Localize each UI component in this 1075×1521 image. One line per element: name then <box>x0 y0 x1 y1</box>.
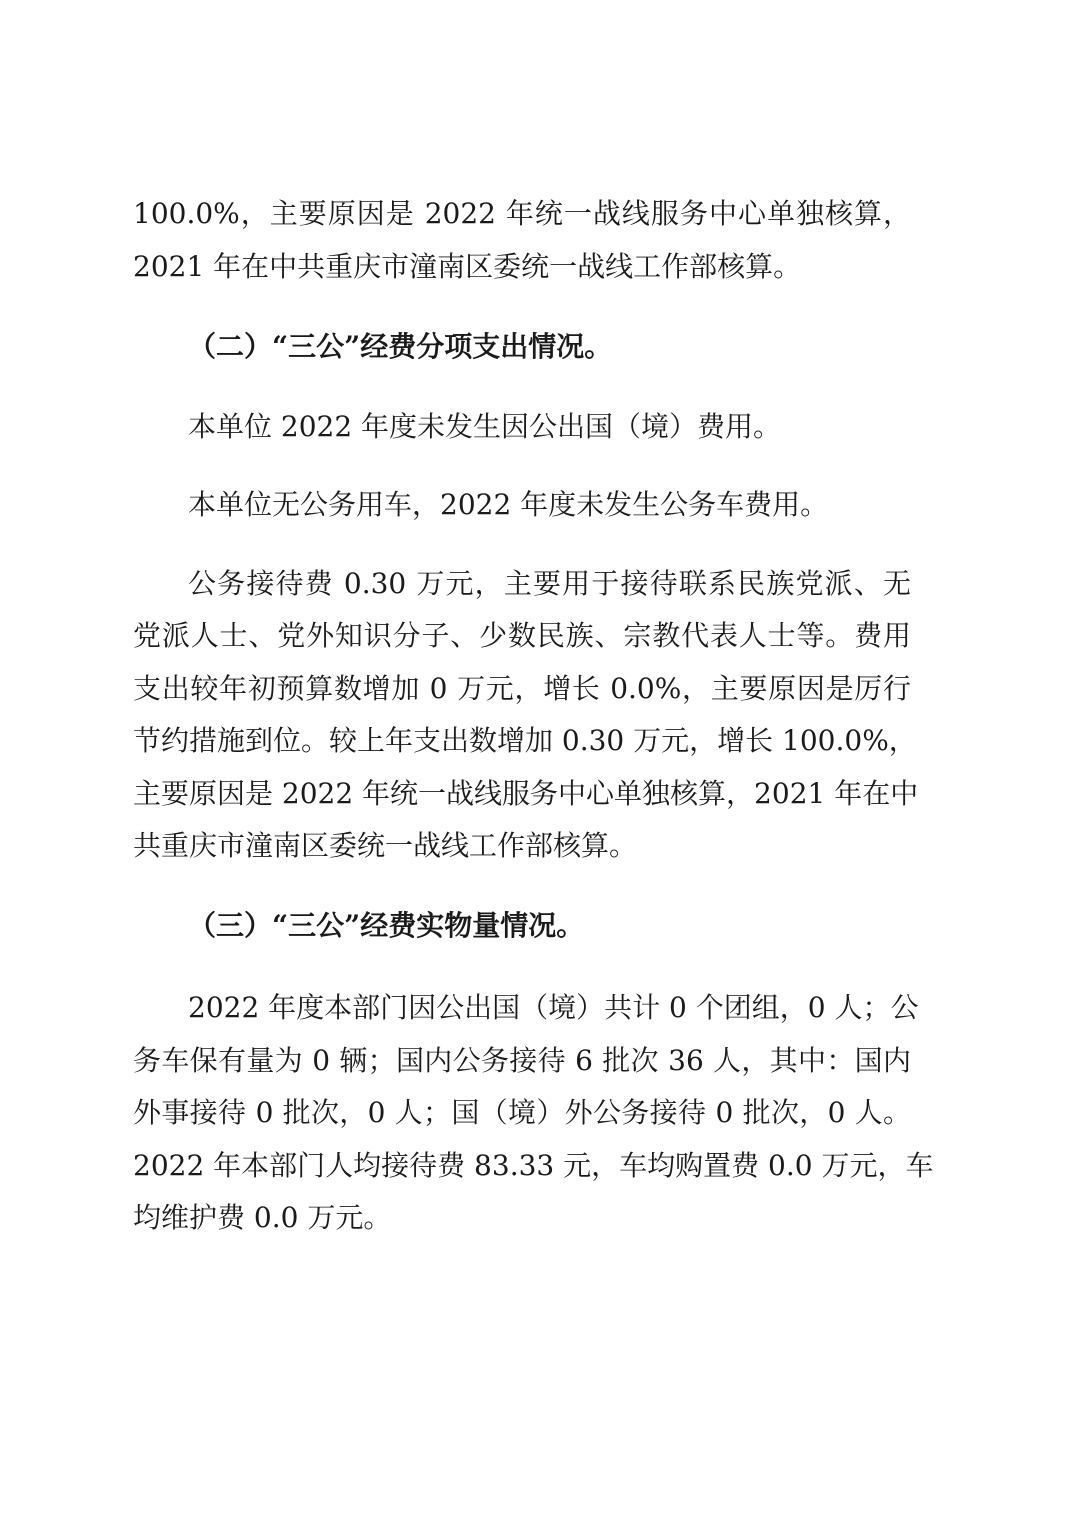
paragraph-vehicle-expense: 本单位无公务用车，2022 年度未发生公务车费用。 <box>188 488 829 521</box>
continuation-line-1: 100.0%，主要原因是 2022 年统一战线服务中心单独核算， <box>133 197 911 230</box>
quantity-line-1: 2022 年度本部门因公出国（境）共计 0 个团组，0 人；公 <box>188 991 919 1024</box>
continuation-line-2: 2021 年在中共重庆市潼南区委统一战线工作部核算。 <box>133 250 802 283</box>
quantity-line-3: 外事接待 0 批次，0 人；国（境）外公务接待 0 批次，0 人。 <box>133 1096 911 1129</box>
reception-line-1: 公务接待费 0.30 万元，主要用于接待联系民族党派、无 <box>188 567 911 600</box>
reception-line-6: 共重庆市潼南区委统一战线工作部核算。 <box>133 829 638 862</box>
reception-line-5: 主要原因是 2022 年统一战线服务中心单独核算，2021 年在中 <box>133 777 919 810</box>
section-2-heading: （二）“三公”经费分项支出情况。 <box>188 330 613 363</box>
quantity-line-5: 均维护费 0.0 万元。 <box>133 1201 392 1234</box>
reception-line-3: 支出较年初预算数增加 0 万元，增长 0.0%，主要原因是厉行 <box>133 672 911 705</box>
paragraph-abroad-expense: 本单位 2022 年度未发生因公出国（境）费用。 <box>188 410 782 443</box>
section-3-heading: （三）“三公”经费实物量情况。 <box>188 909 585 942</box>
reception-line-2: 党派人士、党外知识分子、少数民族、宗教代表人士等。费用 <box>133 619 911 652</box>
quantity-line-2: 务车保有量为 0 辆；国内公务接待 6 批次 36 人，其中：国内 <box>133 1044 911 1077</box>
quantity-line-4: 2022 年本部门人均接待费 83.33 元，车均购置费 0.0 万元，车 <box>133 1149 934 1182</box>
reception-line-4: 节约措施到位。较上年支出数增加 0.30 万元，增长 100.0%， <box>133 724 917 757</box>
